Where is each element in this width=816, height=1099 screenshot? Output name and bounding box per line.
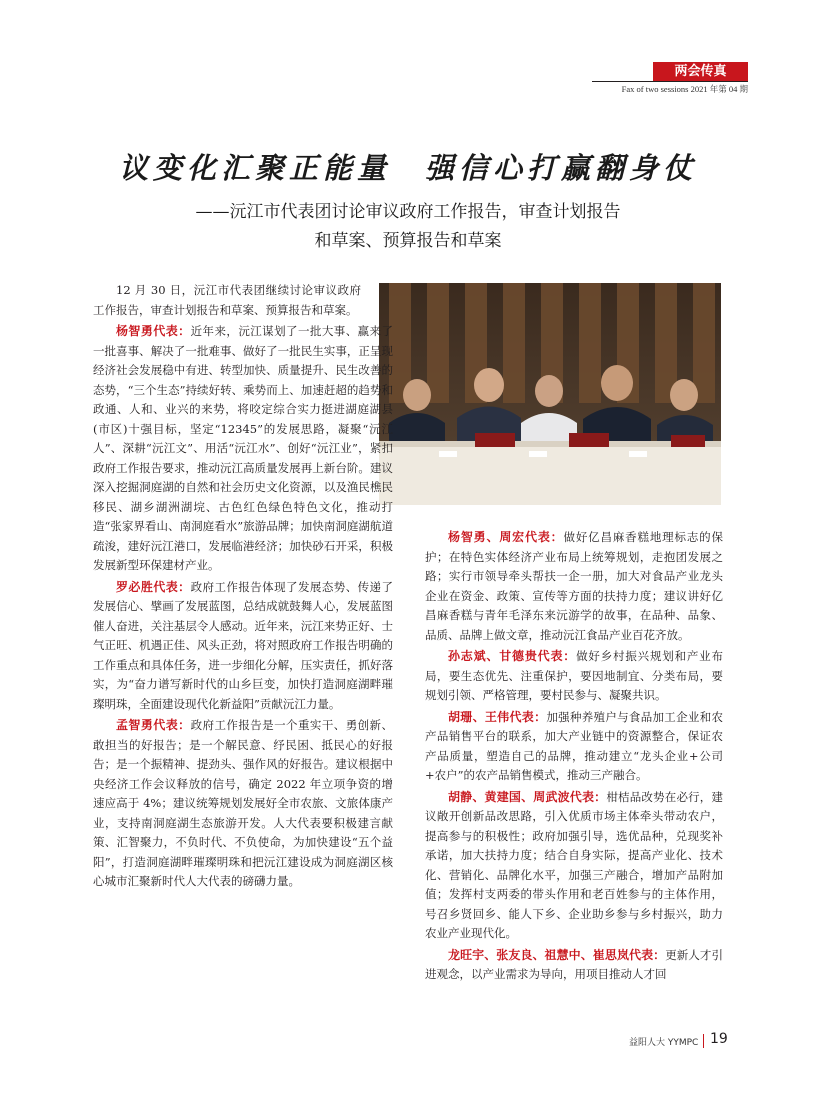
left-column	[93, 281, 393, 894]
speech-text: 加强种养殖户与食品加工企业和农产品销售平台的联系，加大产业链中的资源整合，保证农产品质量，塑造自己的品牌，推动建立“龙头企业+公司+农户”的农产品销售模式，推动三产融合。	[425, 709, 723, 782]
speaker-name: 孟智勇代表：	[116, 718, 191, 732]
subtitle-line-2: 和草案、预算报告和草案	[314, 231, 502, 251]
right-column	[425, 528, 723, 987]
speech-text: 柑桔品改势在必行，建议敞开创新品改思路，引入优质市场主体牵头带动农户，提高参与的积极性；政府加强引导，选优品种，兑现奖补承诺，加大扶持力度；结合自身实际，提高产业化、技术化、营销化、品牌化水平，加强三产融合，增加产品附加值；发挥村支两委的带头作用和老百姓参与的主体作用，号召乡贤回乡、能人下乡、企业助乡参与乡村振兴，助力农业产业现代化。	[425, 789, 723, 940]
article-title: 议变化汇聚正能量 强信心打赢翻身仗	[118, 151, 697, 185]
meeting-photo	[379, 283, 721, 505]
subtitle-line-1: ——沅江市代表团讨论审议政府工作报告，审查计划报告	[195, 202, 621, 222]
speaker-name: 杨智勇代表：	[116, 324, 191, 338]
speaker-name: 罗必胜代表：	[116, 579, 191, 594]
speaker-name: 胡静、黄建国、周武波代表：	[448, 789, 607, 804]
speech-text: 政府工作报告体现了发展态势、传递了发展信心、擘画了发展蓝图，总结成就鼓舞人心，发展蓝图催人奋进，关注基层令人感动。近年来，沅江来势正好、士气正旺、机遇正佳、风头正劲，将对照政府工作报告明确的工作重点和具体任务，进一步细化分解，压实责任，抓好落实，为“奋力谱写新时代的山乡巨变，加快打造洞庭湖畔璀璨明珠，全面建设现代化新益阳”贡献沅江力量。	[93, 579, 393, 711]
speech-text: 近年来，沅江谋划了一批大事、赢来了一批喜事、解决了一批难事、做好了一批民生实事，正呈现经济社会发展稳中有进、转型加快、质量提升、民生改善的态势，“三个生态”持续好转、乘势而上、加速赶超的趋势和政通、人和、业兴的来势，将咬定综合实力挺进湖庭湖县(市区)十强目标，坚定“12345”的发展思路，凝聚“沅江人”、深耕“沅江文”、用活“沅江水”、创好“沅江业”，紧扣政府工作报告要求，推动沅江高质量发展再上新台阶。建议深入挖掘洞庭湖的自然和社会历史文化资源，以及渔民樵民移民、湖乡湖洲湖垸、古色红色绿色特色文化，推动打造“张家界看山、南洞庭看水”旅游品牌；加快南洞庭湖航道疏浚，建好沅江港口，发展临港经济；加快砂石开采，积极发展新型环保建材产业。	[93, 324, 393, 572]
speech-paragraph	[93, 322, 393, 576]
header-rule	[592, 81, 748, 82]
speech-text: 做好乡村振兴规划和产业布局，要生态优先、注重保护，要因地制宜、分类布局，要规划引领、严格管理，要村民参与、凝聚共识。	[425, 649, 723, 702]
speech-paragraph	[425, 528, 723, 645]
speaker-name: 胡珊、王伟代表：	[448, 709, 547, 724]
speaker-name: 孙志斌、甘德贵代表：	[448, 649, 577, 663]
section-tag: 两会传真	[653, 62, 748, 81]
speech-paragraph	[93, 716, 393, 892]
speech-paragraph	[425, 647, 723, 706]
speech-paragraph	[425, 946, 723, 985]
article-subtitle	[0, 198, 816, 256]
speech-text: 政府工作报告是一个重实干、勇创新、敢担当的好报告；是一个解民意、纾民困、抵民心的好报告；是一个振精神、提劲头、强作风的好报告。建议根据中央经济工作会议释放的信号，确定 2022 年立项争资的增速应高于 4%；建议统筹规划发展好全市农旅、文旅体康产业，支持南洞庭湖生态旅游开发。人大代表要积极建言献策、汇智聚力，不负时代、不负使命，为加快建设“五个益阳”，打造洞庭湖畔璀璨明珠和把沅江建设成为洞庭湖区核心城市汇聚新时代人大代表的磅礴力量。	[93, 718, 393, 888]
speech-text: 做好亿昌麻香糕地理标志的保护；在特色实体经济产业布局上统筹规划，走抱团发展之路；实行市领导牵头帮扶一企一册，加大对食品产业龙头企业在资金、政策、宣传等方面的扶持力度；建议讲好亿昌麻香糕与青年毛泽东来沅游学的故事，在品种、品象、品质、品牌上做文章，推动沅江食品产业百花齐放。	[425, 530, 723, 642]
page-number: 19	[710, 1031, 728, 1047]
speaker-name: 杨智勇、周宏代表：	[448, 530, 564, 544]
speaker-name: 龙旺宇、张友良、祖慧中、崔思岚代表：	[448, 947, 666, 962]
speech-text: 更新人才引进观念，以产业需求为导向，用项目推动人才回	[425, 947, 723, 981]
speech-paragraph	[425, 708, 723, 786]
footer-divider	[703, 1034, 704, 1048]
magazine-label: 益阳人大 YYMPC	[629, 1038, 699, 1048]
speech-paragraph	[425, 788, 723, 944]
issue-label: Fax of two sessions 2021 年第 04 期	[621, 84, 748, 94]
speech-paragraph	[93, 578, 393, 715]
intro-paragraph: 12 月 30 日，沅江市代表团继续讨论审议政府工作报告，审查计划报告和草案、预算报告和草案。	[93, 283, 361, 317]
